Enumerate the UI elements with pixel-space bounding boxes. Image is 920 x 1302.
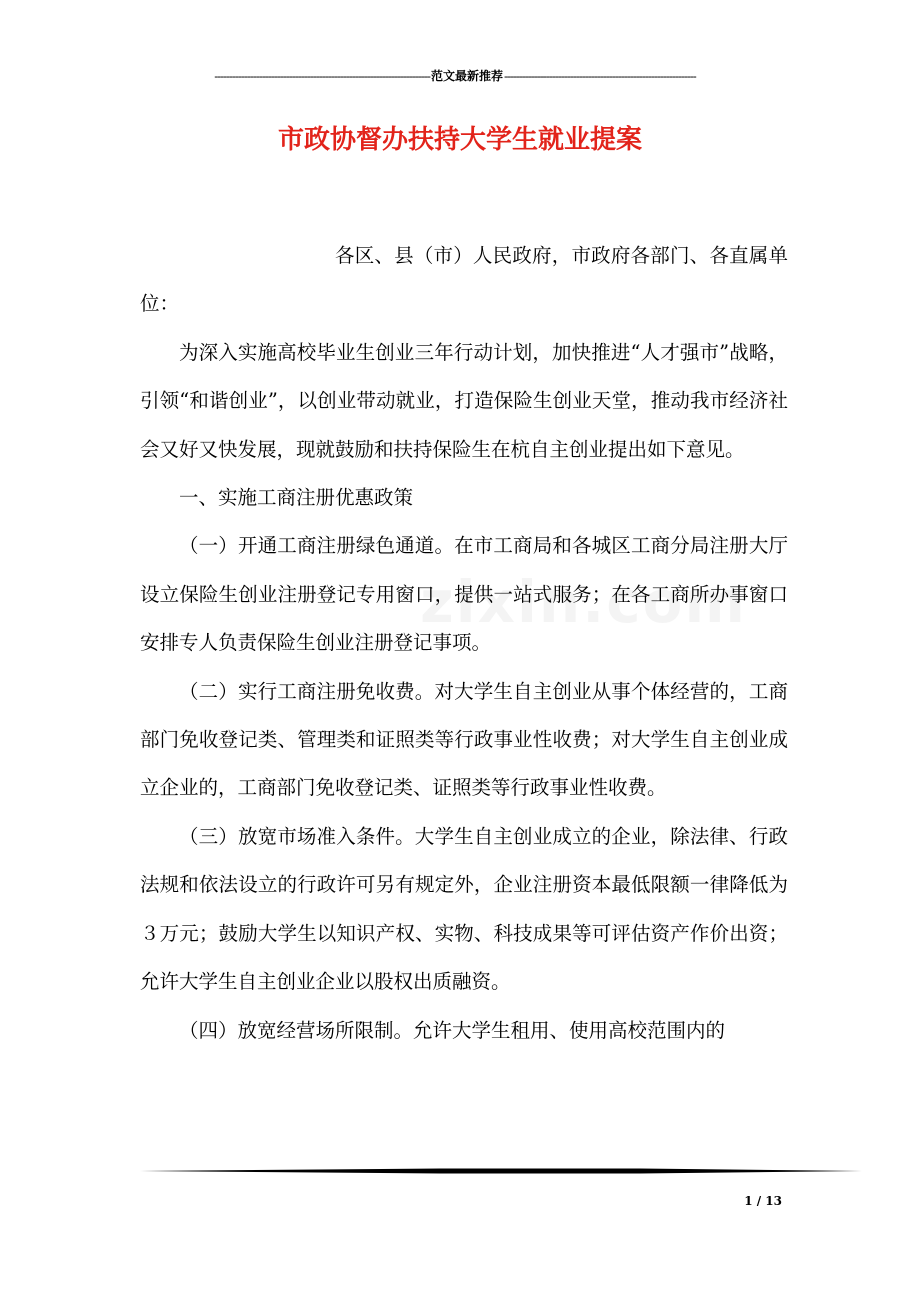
header-dashes-right: ---------------------------------------------------------------- [503, 69, 696, 83]
page-header [140, 66, 770, 86]
section-heading: 一、实施工商注册优惠政策 [179, 486, 414, 510]
salutation-paragraph: 各区、县（市）人民政府，市政府各部门、各直属单位： [140, 244, 788, 316]
clause-paragraph: （四）放宽经营场所限制。允许大学生租用、使用高校范围内的 [179, 1018, 726, 1042]
document-body [140, 232, 788, 1055]
footer-rule [140, 1164, 862, 1178]
clause-paragraph: （三）放宽市场准入条件。大学生自主创业成立的企业，除法律、行政法规和依法设立的行政许可另有规定外，企业注册资本最低限额一律降低为３万元；鼓励大学生以知识产权、实物、科技成果等可评估资产作价出资；允许大学生自主创业企业以股权出质融资。 [140, 824, 788, 994]
clause-paragraph: （一）开通工商注册绿色通道。在市工商局和各城区工商分局注册大厅设立保险生创业注册登记专用窗口，提供一站式服务；在各工商所办事窗口安排专人负责保险生创业注册登记事项。 [140, 534, 788, 655]
clause-paragraph: （二）实行工商注册免收费。对大学生自主创业从事个体经营的，工商部门免收登记类、管理类和证照类等行政事业性收费；对大学生自主创业成立企业的，工商部门免收登记类、证照类等行政事业性收费。 [140, 679, 788, 800]
header-label: 范文最新推荐 [430, 69, 503, 83]
header-dashes-left: ------------------------------------------------------------------------ [214, 69, 430, 83]
page-number: 1 / 13 [744, 1194, 782, 1208]
intro-paragraph: 为深入实施高校毕业生创业三年行动计划，加快推进“人才强市”战略，引领“和谐创业”，以创业带动就业，打造保险生创业天堂，推动我市经济社会又好又快发展，现就鼓励和扶持保险生在杭自主创业提出如下意见。 [140, 340, 788, 461]
document-title: 市政协督办扶持大学生就业提案 [277, 125, 642, 155]
